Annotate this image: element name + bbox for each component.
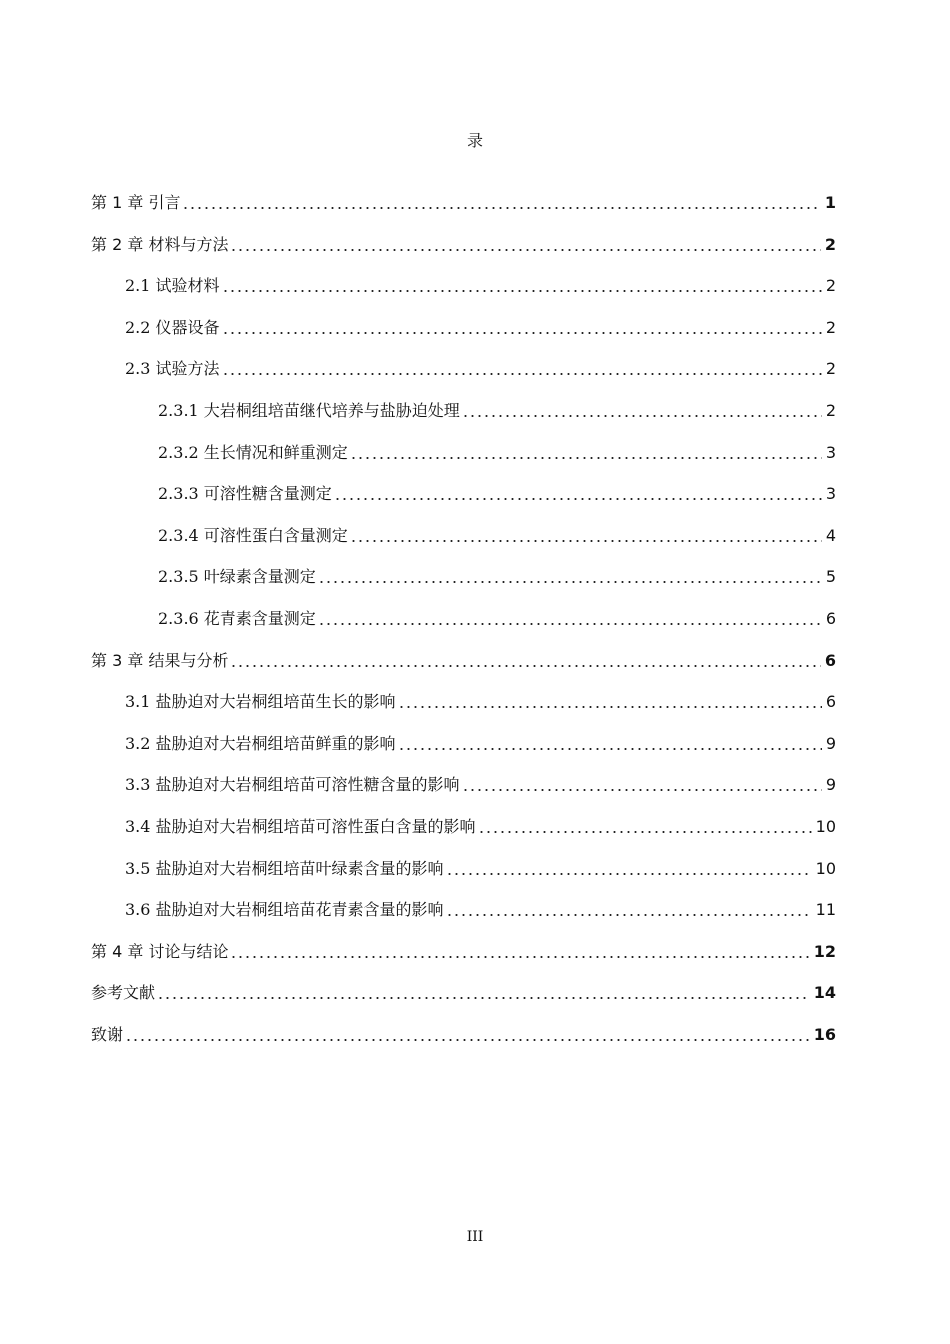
toc-entry[interactable] — [91, 398, 836, 424]
toc-entry[interactable] — [91, 481, 836, 507]
dot-leader — [222, 289, 822, 293]
toc-entry-label: 第 1 章 引言 — [91, 193, 181, 212]
toc-entry-page: 2 — [825, 317, 836, 337]
dot-leader — [462, 788, 822, 792]
dot-leader — [125, 1038, 810, 1042]
toc-entry-label: 参考文献 — [91, 983, 156, 1003]
toc-entry-label: 3.2 盐胁迫对大岩桐组培苗鲜重的影响 — [125, 733, 396, 753]
dot-leader — [318, 580, 822, 584]
toc-entry-label: 2.2 仪器设备 — [125, 317, 220, 337]
toc-entry-label: 致谢 — [91, 1025, 124, 1044]
toc-entry-page: 2 — [824, 234, 836, 254]
toc-entry[interactable] — [91, 1022, 836, 1048]
dot-leader — [222, 372, 822, 376]
toc-entry-label: 3.6 盐胁迫对大岩桐组培苗花青素含量的影响 — [125, 900, 444, 920]
toc-entry[interactable] — [91, 315, 836, 341]
toc-entry-page: 12 — [813, 941, 836, 961]
toc-entry[interactable] — [91, 980, 836, 1006]
toc-entry-page: 2 — [825, 401, 836, 420]
toc-entry[interactable] — [91, 356, 836, 382]
toc-entry-page: 1 — [824, 193, 836, 212]
toc-entry-label: 2.3.4 可溶性蛋白含量测定 — [158, 525, 348, 545]
toc-entry[interactable] — [91, 897, 836, 923]
toc-entry-label: 2.3.2 生长情况和鲜重测定 — [158, 442, 348, 462]
dot-leader — [318, 622, 822, 626]
toc-entry-page: 6 — [825, 609, 836, 628]
toc-entry[interactable] — [91, 564, 836, 590]
toc-entry[interactable] — [91, 939, 836, 965]
dot-leader — [398, 747, 822, 751]
dot-leader — [182, 206, 820, 210]
toc-entry-page: 11 — [815, 900, 836, 920]
dot-leader — [446, 913, 812, 917]
toc-entry[interactable] — [91, 814, 836, 840]
toc-entry-page: 2 — [825, 276, 836, 296]
toc-entry-page: 10 — [815, 858, 836, 878]
toc-entry-page: 14 — [813, 983, 836, 1003]
toc-entry-page: 6 — [824, 650, 836, 670]
toc-entry[interactable] — [91, 232, 836, 258]
toc-entry-page: 3 — [825, 442, 836, 462]
toc-entry-label: 第 2 章 材料与方法 — [91, 234, 229, 254]
dot-leader — [446, 872, 812, 876]
toc-entry[interactable] — [91, 440, 836, 466]
dot-leader — [462, 414, 822, 418]
toc-entry-label: 2.3.5 叶绿素含量测定 — [158, 567, 316, 587]
dot-leader — [478, 830, 812, 834]
toc-entry[interactable] — [91, 273, 836, 299]
toc-entry-page: 6 — [825, 692, 836, 712]
dot-leader — [350, 456, 822, 460]
toc-entry-page: 9 — [825, 775, 836, 795]
toc-entry-label: 2.3.3 可溶性糖含量测定 — [158, 484, 332, 504]
dot-leader — [334, 497, 822, 501]
toc-entry-label: 2.3 试验方法 — [125, 359, 220, 379]
dot-leader — [230, 955, 809, 959]
dot-leader — [230, 664, 820, 668]
toc-entry-page: 10 — [815, 817, 836, 836]
toc-entry[interactable] — [91, 523, 836, 549]
toc-entry[interactable] — [91, 731, 836, 757]
dot-leader — [230, 248, 820, 252]
toc-entry-page: 2 — [825, 359, 836, 379]
toc-entry-page: 16 — [813, 1025, 836, 1044]
toc-entry-label: 3.4 盐胁迫对大岩桐组培苗可溶性蛋白含量的影响 — [125, 817, 476, 836]
toc-entry[interactable] — [91, 190, 836, 216]
toc-entry-label: 3.5 盐胁迫对大岩桐组培苗叶绿素含量的影响 — [125, 858, 444, 878]
toc-entry[interactable] — [91, 606, 836, 632]
toc-entry-label: 第 3 章 结果与分析 — [91, 650, 229, 670]
toc-entry-page: 5 — [825, 567, 836, 587]
toc-entry-page: 3 — [825, 484, 836, 504]
toc-entry-label: 2.1 试验材料 — [125, 276, 220, 296]
toc-entry[interactable] — [91, 772, 836, 798]
toc-entry[interactable] — [91, 689, 836, 715]
toc-entry-page: 4 — [825, 525, 836, 545]
toc-entry-label: 3.3 盐胁迫对大岩桐组培苗可溶性糖含量的影响 — [125, 775, 460, 795]
dot-leader — [222, 331, 822, 335]
page-title: 录 — [466, 131, 483, 150]
toc-entry-label: 2.3.1 大岩桐组培苗继代培养与盐胁迫处理 — [158, 401, 460, 420]
page-number: III — [466, 1229, 484, 1245]
toc-entry[interactable] — [91, 648, 836, 674]
dot-leader — [350, 539, 822, 543]
toc-entry-label: 2.3.6 花青素含量测定 — [158, 609, 316, 628]
toc-entry[interactable] — [91, 856, 836, 882]
toc-entry-page: 9 — [825, 733, 836, 753]
dot-leader — [157, 996, 810, 1000]
dot-leader — [398, 705, 822, 709]
toc-entry-label: 第 4 章 讨论与结论 — [91, 941, 229, 961]
toc-entry-label: 3.1 盐胁迫对大岩桐组培苗生长的影响 — [125, 692, 396, 712]
